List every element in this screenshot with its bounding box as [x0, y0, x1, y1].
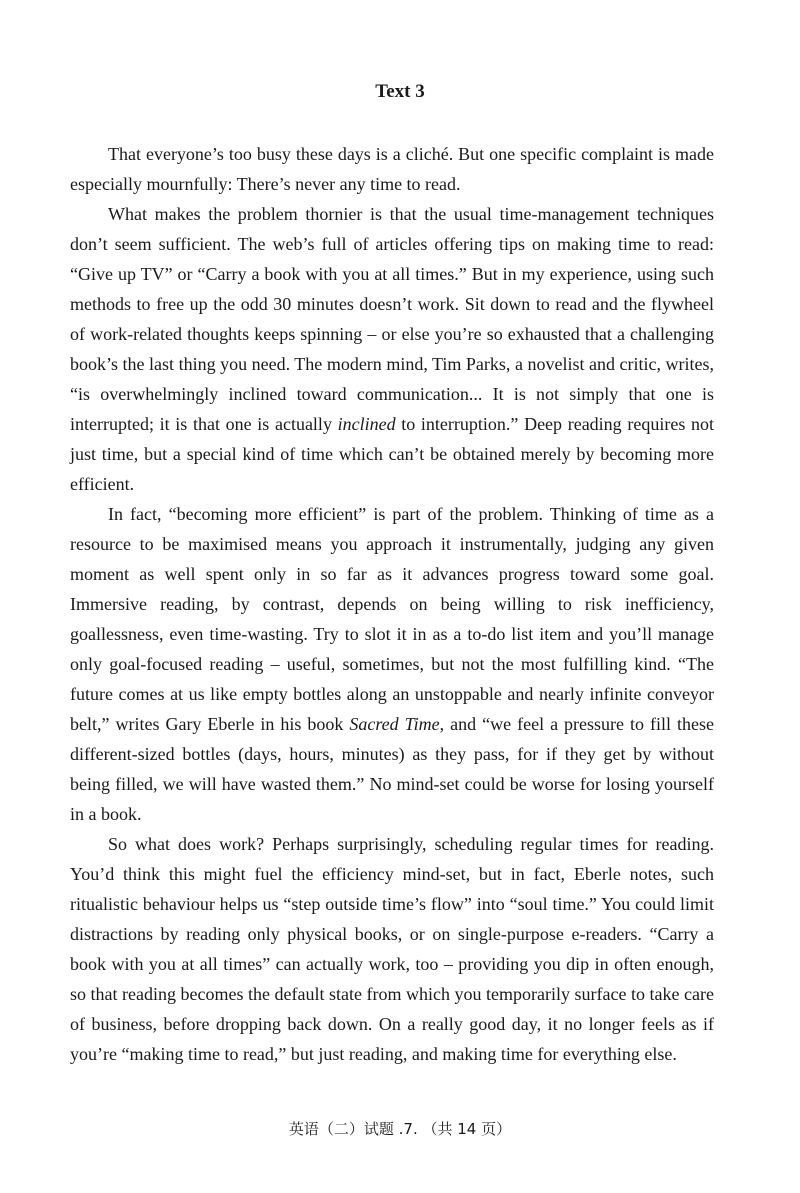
paragraph — [70, 199, 714, 499]
paragraph-text: In fact, “becoming more efficient” is part of the problem. Thinking of time as a resource to be maximised means you approach it instrumentally, judging any given moment as well spent only in so far as it advances progress toward some goal. Immersive reading, by contrast, depends on being willing to risk inefficiency, goallessness, even time-wasting. Try to slot it in as a to-do list item and you’ll manage only goal-focused reading – useful, sometimes, but not the most fulfilling kind. “The future comes at us like empty bottles along an unstoppable and nearly infinite conveyor belt,” writes Gary Eberle in his book — [70, 504, 714, 734]
paragraph-text: That everyone’s too busy these days is a cliché. But one specific complaint is made especially mournfully: There’s never any time to read. — [70, 144, 714, 194]
paragraph-text: to interruption.” Deep reading requires not just time, but a special kind of time which can’t be obtained merely by becoming more efficient. — [70, 414, 714, 494]
paragraph — [70, 829, 714, 1069]
paragraph-text: So what does work? Perhaps surprisingly, scheduling regular times for reading. You’d think this might fuel the efficiency mind-set, but in fact, Eberle notes, such ritualistic behaviour helps us “step outside time’s flow” into “soul time.” You could limit distractions by reading only physical books, or on single-purpose e-readers. “Carry a book with you at all times” can actually work, too – providing you dip in often enough, so that reading becomes the default state from which you temporarily surface to take care of business, before dropping back down. On a really good day, it no longer feels as if you’re “making time to read,” but just reading, and making time for everything else. — [70, 834, 714, 1064]
paragraph — [70, 139, 714, 199]
page-footer: 英语（二）试题 .7. （共 14 页） — [288, 1120, 512, 1138]
paragraph — [70, 499, 714, 829]
italic-text: Sacred Time — [349, 714, 440, 734]
paragraph-text: , and “we feel a pressure to fill these different-sized bottles (days, hours, minutes) as they pass, for if they get by without being filled, we will have wasted them.” No mind-set could be worse for losing yourself in a book. — [70, 714, 714, 824]
paragraph-text: What makes the problem thornier is that the usual time-management techniques don’t seem sufficient. The web’s full of articles offering tips on making time to read: “Give up TV” or “Carry a book with you at all times.” But in my experience, using such methods to free up the odd 30 minutes doesn’t work. Sit down to read and the flywheel of work-related thoughts keeps spinning – or else you’re so exhausted that a challenging book’s the last thing you need. The modern mind, Tim Parks, a novelist and critic, writes, “is overwhelmingly inclined toward communication... It is not simply that one is interrupted; it is that one is actually — [70, 204, 714, 434]
italic-text: inclined — [337, 414, 396, 434]
text-title: Text 3 — [375, 81, 425, 102]
article-body — [70, 139, 714, 1069]
